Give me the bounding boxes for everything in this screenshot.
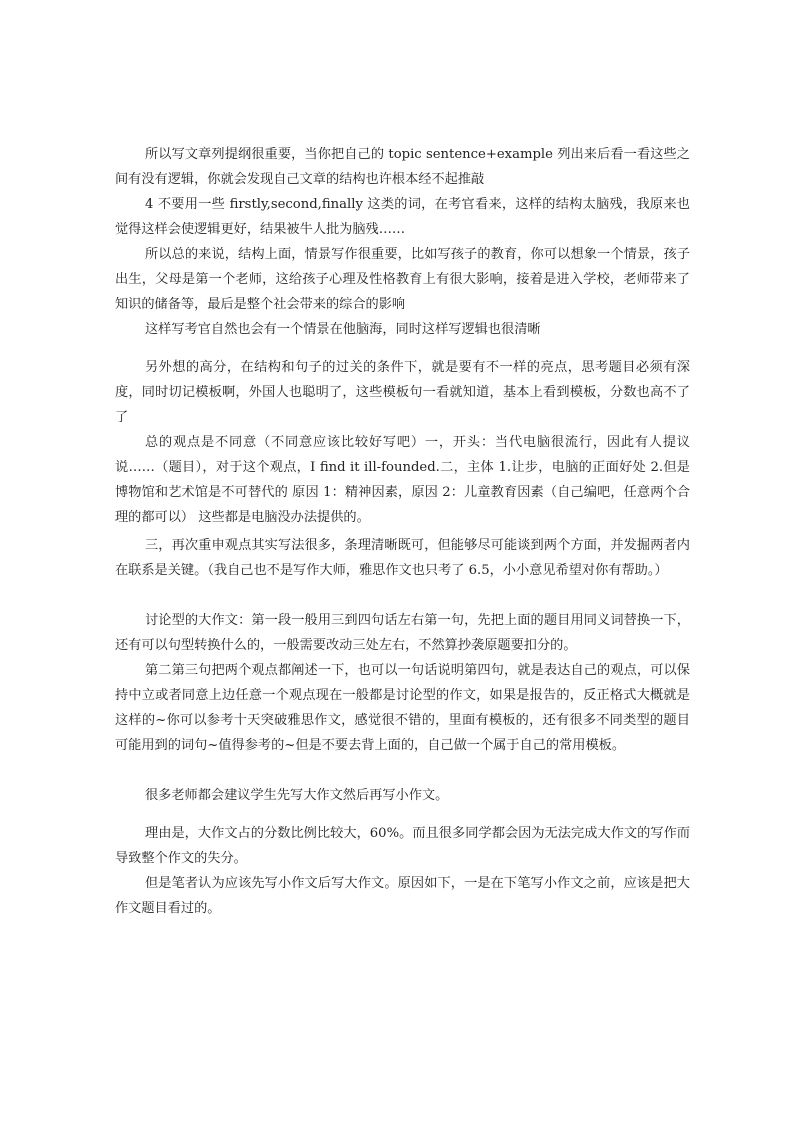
paragraph-author-opinion: 但是笔者认为应该先写小作文后写大作文。原因如下，一是在下笔写小作文之前，应该是把大作文题目看过的。	[115, 876, 690, 916]
paragraph-scenario-writing: 所以总的来说，结构上面，情景写作很重要，比如写孩子的教育，你可以想象一个情景，孩子出生，父母是第一个老师，这给孩子心理及性格教育上有很大影响，接着是进入学校，老师带来了知识的储备等，最后是整个社会带来的综合的影响	[115, 247, 690, 312]
paragraph-discussion-essay: 讨论型的大作文：第一段一般用三到四句话左右第一句，先把上面的题目用同义词替换一下，还有可以句型转换什么的，一般需要改动三处左右，不然算抄袭原题要扣分的。	[115, 613, 690, 653]
paragraph-avoid-firstly: 4 不要用一些 firstly,second,finally 这类的词，在考官看来，这样的结构太脑残，我原来也觉得这样会使逻辑更好，结果被牛人批为脑残……	[115, 197, 690, 237]
paragraph-examiner-scenario: 这样写考官自然也会有一个情景在他脑海，同时这样写逻辑也很清晰	[145, 322, 541, 337]
paragraph-high-score: 另外想的高分，在结构和句子的过关的条件下，就是要有不一样的亮点，思考题目必须有深度，同时切记模板啊，外国人也聪明了，这些模板句一看就知道，基本上看到模板，分数也高不了了	[115, 360, 690, 425]
paragraph-second-third-sentence: 第二第三句把两个观点都阐述一下，也可以一句话说明第四句，就是表达自己的观点，可以保持中立或者同意上边任意一个观点现在一般都是讨论型的作文，如果是报告的，反正格式大概就是这样的~你可以参考十天突破雅思作文，感觉很不错的，里面有模板的，还有很多不同类型的题目可能用到的词句~值得参考的~但是不要去背上面的，自己做一个属于自己的常用模板。	[115, 663, 690, 753]
paragraph-reason: 理由是，大作文占的分数比例比较大，60%。而且很多同学都会因为无法完成大作文的写作而导致整个作文的失分。	[115, 826, 690, 866]
paragraph-outline-importance: 所以写文章列提纲很重要，当你把自己的 topic sentence+example 列出来后看一看这些之间有没有逻辑，你就会发现自己文章的结构也许根本经不起推敲	[115, 147, 690, 187]
paragraph-restate-view: 三，再次重申观点其实写法很多，条理清晰既可，但能够尽可能谈到两个方面，并发掘两者内在联系是关键。（我自己也不是写作大师，雅思作文也只考了 6.5，小小意见希望对你有帮助。）	[115, 538, 690, 578]
paragraph-overall-view: 总的观点是不同意（不同意应该比较好写吧）一，开头：当代电脑很流行，因此有人提议说……（题目），对于这个观点，I find it ill-founded.二，主体 1.让步，电脑的正面好处 2.但是博物馆和艺术馆是不可替代的 原因 1：精神因素，原因 2：儿童教育因素（自己编吧，任意两个合理的都可以） 这些都是电脑没办法提供的。	[115, 435, 690, 525]
paragraph-teacher-advice: 很多老师都会建议学生先写大作文然后再写小作文。	[145, 788, 449, 803]
